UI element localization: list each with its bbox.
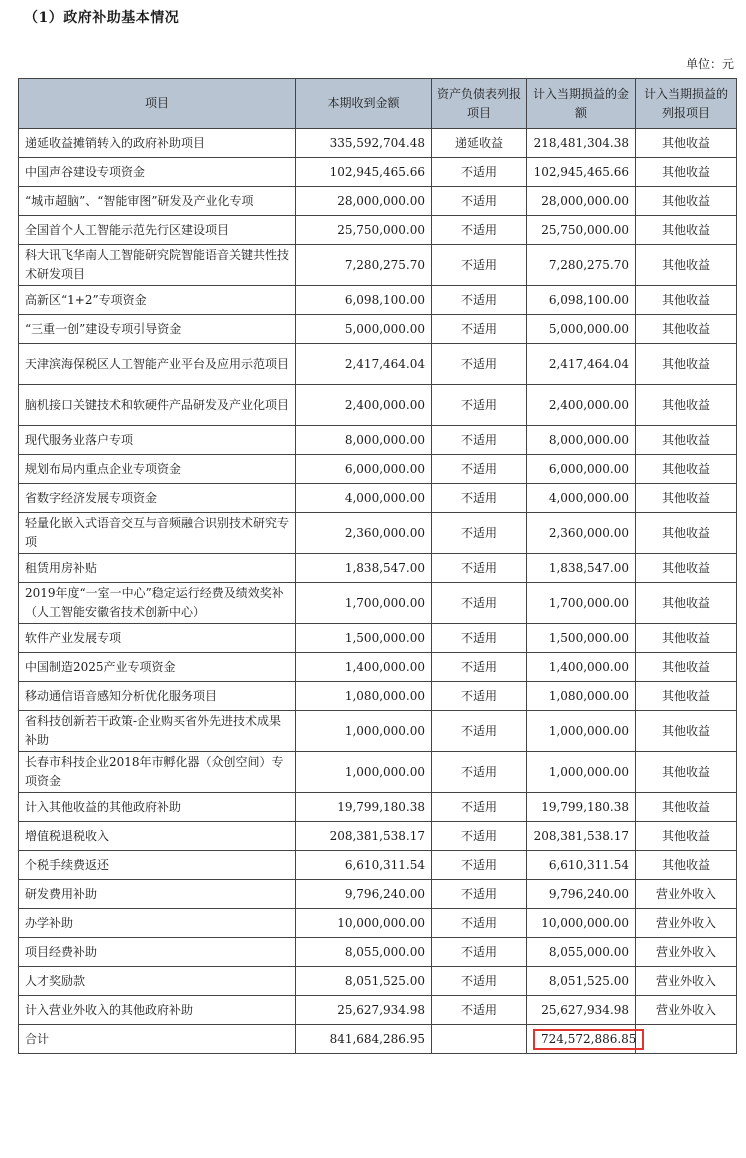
total-category xyxy=(636,1025,737,1054)
row-balance-item: 不适用 xyxy=(432,880,527,909)
row-item: 递延收益摊销转入的政府补助项目 xyxy=(19,129,296,158)
row-balance-item: 不适用 xyxy=(432,996,527,1025)
row-profit-item: 其他收益 xyxy=(636,513,737,554)
row-amount: 9,796,240.00 xyxy=(296,880,432,909)
row-balance-item: 不适用 xyxy=(432,554,527,583)
row-profit-item: 其他收益 xyxy=(636,286,737,315)
row-profit-item: 营业外收入 xyxy=(636,996,737,1025)
row-amount: 25,627,934.98 xyxy=(296,996,432,1025)
row-amount: 2,417,464.04 xyxy=(296,344,432,385)
row-profit-item: 其他收益 xyxy=(636,822,737,851)
row-balance-item: 不适用 xyxy=(432,682,527,711)
row-profit-item: 其他收益 xyxy=(636,851,737,880)
row-amount: 1,400,000.00 xyxy=(296,653,432,682)
row-profit-amount: 8,051,525.00 xyxy=(527,967,636,996)
row-profit-amount: 1,000,000.00 xyxy=(527,711,636,752)
row-balance-item: 不适用 xyxy=(432,245,527,286)
table-row xyxy=(19,315,737,344)
row-balance-item: 递延收益 xyxy=(432,129,527,158)
row-item: 软件产业发展专项 xyxy=(19,624,296,653)
row-balance-item: 不适用 xyxy=(432,484,527,513)
row-profit-amount: 1,838,547.00 xyxy=(527,554,636,583)
row-profit-amount: 6,610,311.54 xyxy=(527,851,636,880)
row-item: “三重一创”建设专项引导资金 xyxy=(19,315,296,344)
row-profit-amount: 6,098,100.00 xyxy=(527,286,636,315)
table-row xyxy=(19,286,737,315)
table-row xyxy=(19,624,737,653)
row-profit-amount: 9,796,240.00 xyxy=(527,880,636,909)
table-row xyxy=(19,158,737,187)
row-item: 计入营业外收入的其他政府补助 xyxy=(19,996,296,1025)
row-profit-amount: 8,000,000.00 xyxy=(527,426,636,455)
row-profit-item: 其他收益 xyxy=(636,158,737,187)
table-row xyxy=(19,822,737,851)
row-amount: 28,000,000.00 xyxy=(296,187,432,216)
row-profit-amount: 208,381,538.17 xyxy=(527,822,636,851)
table-row xyxy=(19,682,737,711)
row-profit-item: 其他收益 xyxy=(636,484,737,513)
row-amount: 1,700,000.00 xyxy=(296,583,432,624)
row-amount: 8,051,525.00 xyxy=(296,967,432,996)
row-amount: 1,000,000.00 xyxy=(296,752,432,793)
row-item: 轻量化嵌入式语音交互与音频融合识别技术研究专项 xyxy=(19,513,296,554)
table-row xyxy=(19,426,737,455)
table-row xyxy=(19,909,737,938)
row-amount: 8,000,000.00 xyxy=(296,426,432,455)
row-profit-amount: 5,000,000.00 xyxy=(527,315,636,344)
row-item: 高新区“1+2”专项资金 xyxy=(19,286,296,315)
row-amount: 2,360,000.00 xyxy=(296,513,432,554)
row-profit-item: 营业外收入 xyxy=(636,967,737,996)
row-profit-amount: 1,500,000.00 xyxy=(527,624,636,653)
row-profit-amount: 25,750,000.00 xyxy=(527,216,636,245)
row-balance-item: 不适用 xyxy=(432,426,527,455)
row-amount: 1,080,000.00 xyxy=(296,682,432,711)
row-amount: 7,280,275.70 xyxy=(296,245,432,286)
row-profit-amount: 2,360,000.00 xyxy=(527,513,636,554)
row-item: 人才奖励款 xyxy=(19,967,296,996)
row-item: 增值税退税收入 xyxy=(19,822,296,851)
table-row xyxy=(19,129,737,158)
row-amount: 6,098,100.00 xyxy=(296,286,432,315)
table-row xyxy=(19,752,737,793)
row-item: 2019年度“一室一中心”稳定运行经费及绩效奖补（人工智能安徽省技术创新中心） xyxy=(19,583,296,624)
row-profit-amount: 7,280,275.70 xyxy=(527,245,636,286)
row-profit-amount: 19,799,180.38 xyxy=(527,793,636,822)
row-item: 现代服务业落户专项 xyxy=(19,426,296,455)
row-profit-amount: 1,080,000.00 xyxy=(527,682,636,711)
row-profit-amount: 218,481,304.38 xyxy=(527,129,636,158)
row-balance-item: 不适用 xyxy=(432,938,527,967)
row-profit-item: 其他收益 xyxy=(636,455,737,484)
row-item: 全国首个人工智能示范先行区建设项目 xyxy=(19,216,296,245)
row-item: 计入其他收益的其他政府补助 xyxy=(19,793,296,822)
row-balance-item: 不适用 xyxy=(432,793,527,822)
total-label: 合计 xyxy=(19,1025,296,1054)
row-profit-item: 其他收益 xyxy=(636,583,737,624)
row-profit-amount: 1,700,000.00 xyxy=(527,583,636,624)
row-profit-item: 其他收益 xyxy=(636,187,737,216)
row-balance-item: 不适用 xyxy=(432,455,527,484)
row-amount: 1,500,000.00 xyxy=(296,624,432,653)
row-amount: 4,000,000.00 xyxy=(296,484,432,513)
row-item: 研发费用补助 xyxy=(19,880,296,909)
row-item: 规划布局内重点企业专项资金 xyxy=(19,455,296,484)
total-profit-cell xyxy=(527,1025,636,1054)
table-header-row xyxy=(19,79,737,129)
table-row xyxy=(19,216,737,245)
table-row xyxy=(19,880,737,909)
table-row xyxy=(19,711,737,752)
row-item: “城市超脑”、“智能审图”研发及产业化专项 xyxy=(19,187,296,216)
row-item: 科大讯飞华南人工智能研究院智能语音关键共性技术研发项目 xyxy=(19,245,296,286)
row-profit-amount: 2,400,000.00 xyxy=(527,385,636,426)
table-row xyxy=(19,653,737,682)
row-amount: 8,055,000.00 xyxy=(296,938,432,967)
table-row xyxy=(19,554,737,583)
row-amount: 5,000,000.00 xyxy=(296,315,432,344)
row-balance-item: 不适用 xyxy=(432,822,527,851)
row-profit-item: 其他收益 xyxy=(636,554,737,583)
row-item: 省科技创新若干政策-企业购买省外先进技术成果补助 xyxy=(19,711,296,752)
row-item: 长春市科技企业2018年市孵化器（众创空间）专项资金 xyxy=(19,752,296,793)
table-row xyxy=(19,851,737,880)
row-balance-item: 不适用 xyxy=(432,286,527,315)
table-row xyxy=(19,484,737,513)
row-profit-amount: 10,000,000.00 xyxy=(527,909,636,938)
table-body xyxy=(19,129,737,1025)
row-profit-item: 其他收益 xyxy=(636,624,737,653)
row-balance-item: 不适用 xyxy=(432,909,527,938)
row-balance-item: 不适用 xyxy=(432,344,527,385)
row-balance-item: 不适用 xyxy=(432,187,527,216)
row-balance-item: 不适用 xyxy=(432,385,527,426)
row-profit-item: 其他收益 xyxy=(636,385,737,426)
table-row xyxy=(19,583,737,624)
row-balance-item: 不适用 xyxy=(432,513,527,554)
header-profit-amount: 计入当期损益的金额 xyxy=(527,79,636,129)
row-profit-amount: 1,400,000.00 xyxy=(527,653,636,682)
row-balance-item: 不适用 xyxy=(432,967,527,996)
row-profit-item: 营业外收入 xyxy=(636,880,737,909)
row-item: 天津滨海保税区人工智能产业平台及应用示范项目 xyxy=(19,344,296,385)
row-profit-amount: 25,627,934.98 xyxy=(527,996,636,1025)
header-balance-item: 资产负债表列报项目 xyxy=(432,79,527,129)
section-title: （1）政府补助基本情况 xyxy=(24,10,180,26)
row-amount: 102,945,465.66 xyxy=(296,158,432,187)
table-row xyxy=(19,245,737,286)
row-balance-item: 不适用 xyxy=(432,752,527,793)
row-profit-item: 其他收益 xyxy=(636,793,737,822)
row-profit-item: 其他收益 xyxy=(636,129,737,158)
row-profit-amount: 8,055,000.00 xyxy=(527,938,636,967)
table-row xyxy=(19,967,737,996)
row-amount: 2,400,000.00 xyxy=(296,385,432,426)
row-profit-item: 营业外收入 xyxy=(636,909,737,938)
row-balance-item: 不适用 xyxy=(432,216,527,245)
unit-label: 单位：元 xyxy=(685,57,734,71)
row-item: 脑机接口关键技术和软硬件产品研发及产业化项目 xyxy=(19,385,296,426)
table-row xyxy=(19,187,737,216)
row-profit-amount: 102,945,465.66 xyxy=(527,158,636,187)
row-profit-amount: 4,000,000.00 xyxy=(527,484,636,513)
row-amount: 1,000,000.00 xyxy=(296,711,432,752)
total-balance xyxy=(432,1025,527,1054)
row-profit-item: 其他收益 xyxy=(636,245,737,286)
row-amount: 25,750,000.00 xyxy=(296,216,432,245)
row-profit-item: 其他收益 xyxy=(636,711,737,752)
row-item: 项目经费补助 xyxy=(19,938,296,967)
table-row xyxy=(19,513,737,554)
row-profit-item: 其他收益 xyxy=(636,752,737,793)
row-profit-item: 营业外收入 xyxy=(636,938,737,967)
header-item: 项目 xyxy=(19,79,296,129)
table-row xyxy=(19,793,737,822)
row-balance-item: 不适用 xyxy=(432,624,527,653)
row-item: 中国制造2025产业专项资金 xyxy=(19,653,296,682)
row-item: 个税手续费返还 xyxy=(19,851,296,880)
row-balance-item: 不适用 xyxy=(432,851,527,880)
table-row xyxy=(19,455,737,484)
row-item: 中国声谷建设专项资金 xyxy=(19,158,296,187)
row-profit-item: 其他收益 xyxy=(636,216,737,245)
row-balance-item: 不适用 xyxy=(432,711,527,752)
row-balance-item: 不适用 xyxy=(432,653,527,682)
header-profit-item: 计入当期损益的列报项目 xyxy=(636,79,737,129)
row-profit-item: 其他收益 xyxy=(636,682,737,711)
row-profit-amount: 1,000,000.00 xyxy=(527,752,636,793)
total-profit-highlight: 724,572,886.85 xyxy=(533,1029,644,1050)
row-amount: 19,799,180.38 xyxy=(296,793,432,822)
table-row xyxy=(19,938,737,967)
row-amount: 1,838,547.00 xyxy=(296,554,432,583)
row-profit-item: 其他收益 xyxy=(636,426,737,455)
row-item: 租赁用房补贴 xyxy=(19,554,296,583)
header-amount: 本期收到金额 xyxy=(296,79,432,129)
government-grants-table xyxy=(18,78,737,1054)
table-row xyxy=(19,385,737,426)
table-row xyxy=(19,344,737,385)
total-amount: 841,684,286.95 xyxy=(296,1025,432,1054)
row-amount: 10,000,000.00 xyxy=(296,909,432,938)
row-amount: 335,592,704.48 xyxy=(296,129,432,158)
total-row xyxy=(19,1025,737,1054)
row-item: 办学补助 xyxy=(19,909,296,938)
row-amount: 208,381,538.17 xyxy=(296,822,432,851)
row-profit-item: 其他收益 xyxy=(636,653,737,682)
row-item: 移动通信语音感知分析优化服务项目 xyxy=(19,682,296,711)
row-balance-item: 不适用 xyxy=(432,158,527,187)
row-item: 省数字经济发展专项资金 xyxy=(19,484,296,513)
row-balance-item: 不适用 xyxy=(432,315,527,344)
row-amount: 6,000,000.00 xyxy=(296,455,432,484)
row-profit-item: 其他收益 xyxy=(636,315,737,344)
row-balance-item: 不适用 xyxy=(432,583,527,624)
row-profit-amount: 2,417,464.04 xyxy=(527,344,636,385)
row-profit-item: 其他收益 xyxy=(636,344,737,385)
row-profit-amount: 6,000,000.00 xyxy=(527,455,636,484)
row-amount: 6,610,311.54 xyxy=(296,851,432,880)
table-row xyxy=(19,996,737,1025)
row-profit-amount: 28,000,000.00 xyxy=(527,187,636,216)
